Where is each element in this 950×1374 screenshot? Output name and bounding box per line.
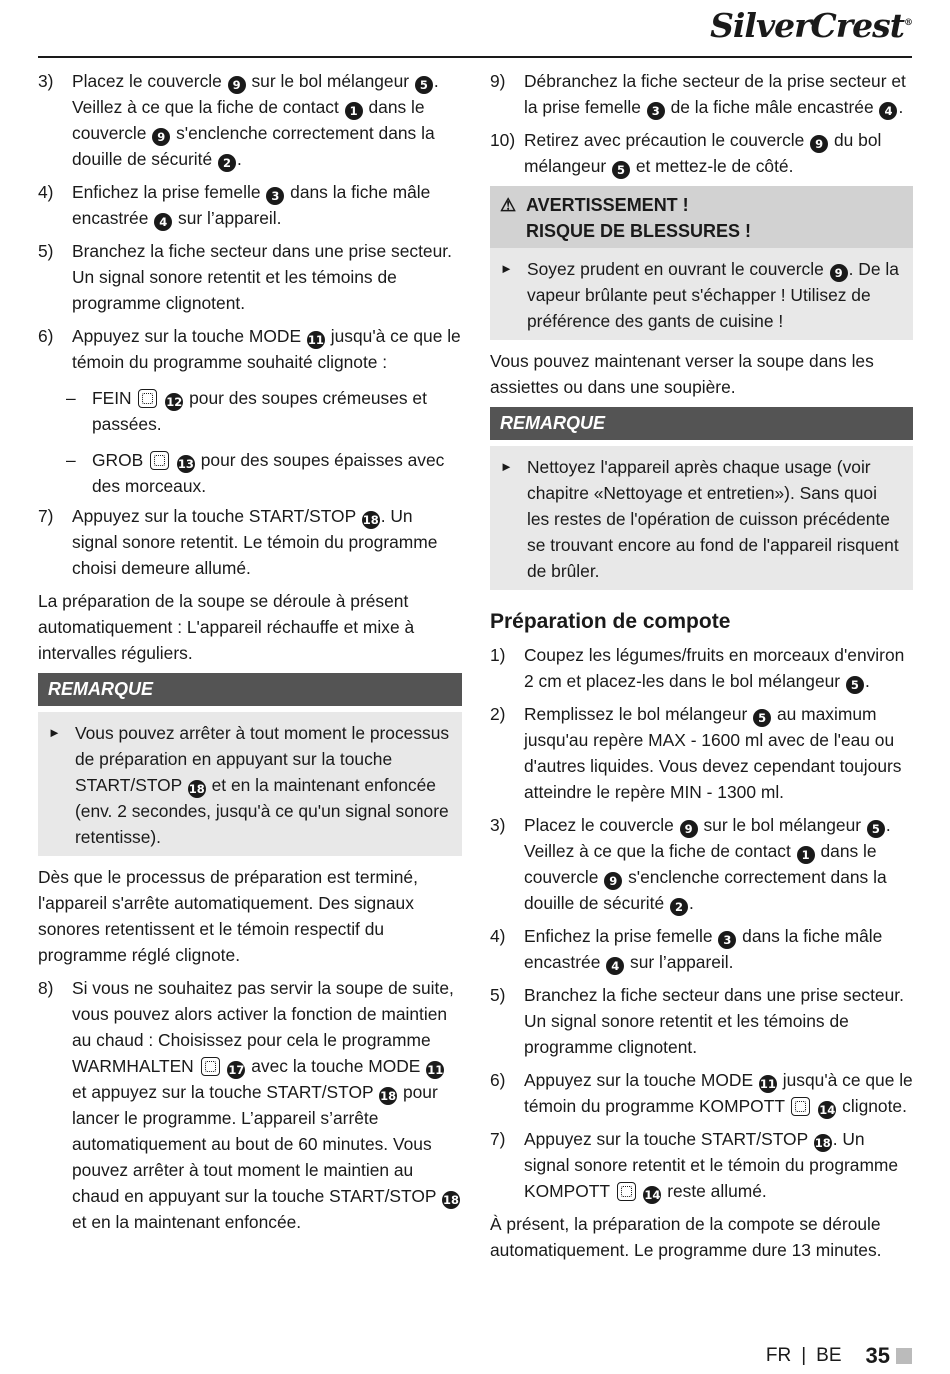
arrow-icon: ► bbox=[500, 459, 513, 474]
part-number-badge: 14 bbox=[819, 1103, 836, 1117]
note-box bbox=[490, 446, 913, 590]
part-number-badge: 5 bbox=[415, 76, 433, 94]
part-number-badge: 11 bbox=[307, 333, 324, 347]
part-number-badge: 1 bbox=[797, 846, 815, 864]
part-number-badge: 17 bbox=[228, 1063, 245, 1077]
part-number-badge: 4 bbox=[154, 213, 172, 231]
steps-list bbox=[490, 68, 913, 179]
part-number-badge: 11 bbox=[427, 1063, 444, 1077]
part-number-badge: 9 bbox=[152, 128, 170, 146]
warning-title: AVERTISSEMENT ! bbox=[526, 195, 689, 215]
country-code: BE bbox=[816, 1345, 842, 1366]
step-item bbox=[490, 701, 913, 805]
step-item bbox=[490, 1067, 913, 1119]
note-header: REMARQUE bbox=[490, 407, 913, 440]
part-number-badge: 18 bbox=[188, 782, 205, 796]
step-number: 10) bbox=[490, 130, 516, 150]
steps-list bbox=[38, 975, 462, 1235]
step-item bbox=[490, 923, 913, 975]
part-number-badge: 12 bbox=[166, 395, 183, 409]
step-text: Remplissez le bol mélangeur 5 au maximum jusqu'au repère MAX - 1600 ml avec de l'eau ou d'autres liquides. Vous devez cependant toujours atteindre le repère MIN - 1300 ml. bbox=[524, 704, 902, 802]
step-number: 3) bbox=[38, 71, 54, 91]
part-number-badge: 4 bbox=[606, 957, 624, 975]
step-number: 5) bbox=[38, 241, 54, 261]
warning-header bbox=[490, 186, 913, 248]
step-number: 4) bbox=[490, 926, 506, 946]
warning-triangle-icon: ⚠ bbox=[500, 195, 517, 215]
note-text: Vous pouvez arrêter à tout moment le processus de préparation en appuyant sur la touche START/STOP 18 et en la maintenant enfoncée (env. 2 secondes, jusqu'à ce qu'un signal sonore retentisse). bbox=[75, 723, 450, 847]
step-item bbox=[38, 503, 462, 581]
warning-text: Soyez prudent en ouvrant le couvercle 9 . De la vapeur brûlante peut s'échapper ! Utilisez de préférence des gants de cuisine ! bbox=[527, 259, 899, 331]
header-rule bbox=[38, 56, 912, 58]
part-number-badge: 18 bbox=[380, 1089, 397, 1103]
step-text: Enfichez la prise femelle 3 dans la fiche mâle encastrée 4 sur l’appareil. bbox=[72, 182, 431, 229]
part-number-badge: 13 bbox=[177, 457, 194, 471]
step-text: Branchez la fiche secteur dans une prise secteur. Un signal sonore retentit et les témoins de programme clignotent. bbox=[524, 985, 904, 1057]
step-text: Appuyez sur la touche MODE 11 jusqu'à ce que le témoin du programme KOMPOTT 14 clignote. bbox=[524, 1070, 913, 1117]
step-number: 3) bbox=[490, 815, 506, 835]
part-number-badge: 9 bbox=[680, 820, 698, 838]
steps-list bbox=[38, 503, 462, 581]
program-icon bbox=[150, 451, 169, 470]
program-icon bbox=[201, 1057, 220, 1076]
part-number-badge: 18 bbox=[814, 1136, 831, 1150]
part-number-badge: 5 bbox=[846, 676, 864, 694]
step-number: 9) bbox=[490, 71, 506, 91]
part-number-badge: 11 bbox=[759, 1077, 776, 1091]
paragraph: Vous pouvez maintenant verser la soupe dans les assiettes ou dans une soupière. bbox=[490, 351, 874, 397]
brand-logo: SilverCrest® bbox=[710, 6, 912, 45]
page-marker bbox=[896, 1348, 912, 1364]
part-number-badge: 3 bbox=[718, 931, 736, 949]
step-text: Débranchez la fiche secteur de la prise secteur et la prise femelle 3 de la fiche mâle encastrée 4 . bbox=[524, 71, 906, 118]
steps-list bbox=[38, 68, 462, 375]
note-text: Nettoyez l'appareil après chaque usage (voir chapitre «Nettoyage et entretien»). Sans quoi les restes de l'opération de cuisson précédente se trouvant encore au fond de l'appareil risquent de brûler. bbox=[527, 457, 899, 581]
part-number-badge: 18 bbox=[362, 513, 379, 527]
part-number-badge: 5 bbox=[612, 161, 630, 179]
part-number-badge: 5 bbox=[753, 709, 771, 727]
separator: | bbox=[801, 1345, 807, 1366]
part-number-badge: 14 bbox=[644, 1188, 661, 1202]
section-heading: Préparation de compote bbox=[490, 610, 731, 633]
step-item bbox=[38, 179, 462, 231]
language-code: FR bbox=[765, 1345, 792, 1366]
part-number-badge: 9 bbox=[604, 872, 622, 890]
step-item bbox=[490, 812, 913, 916]
arrow-icon: ► bbox=[500, 261, 513, 276]
step-text: Placez le couvercle 9 sur le bol mélangeur 5 . Veillez à ce que la fiche de contact 1 dans le couvercle 9 s'enclenche correctement dans la douille de sécurité 2 . bbox=[524, 815, 891, 914]
step-item bbox=[38, 238, 462, 316]
paragraph: La préparation de la soupe se déroule à présent automatiquement : L'appareil réchauffe et mixe à intervalles réguliers. bbox=[38, 591, 415, 663]
step-text: Appuyez sur la touche START/STOP 18 . Un signal sonore retentit. Le témoin du programme choisi demeure allumé. bbox=[72, 506, 438, 578]
part-number-badge: 18 bbox=[442, 1193, 459, 1207]
note-box bbox=[38, 712, 462, 856]
step-text: Branchez la fiche secteur dans une prise secteur. Un signal sonore retentit et les témoins de programme clignotent. bbox=[72, 241, 452, 313]
part-number-badge: 5 bbox=[867, 820, 885, 838]
part-number-badge: 1 bbox=[345, 102, 363, 120]
step-item bbox=[490, 68, 913, 120]
part-number-badge: 4 bbox=[879, 102, 897, 120]
step-text: Coupez les légumes/fruits en morceaux d'environ 2 cm et placez-les dans le bol mélangeur 5 . bbox=[524, 645, 905, 692]
sub-options bbox=[38, 385, 462, 499]
arrow-icon: ► bbox=[48, 725, 61, 740]
left-column bbox=[38, 68, 462, 1242]
program-icon bbox=[138, 389, 157, 408]
steps-list bbox=[490, 642, 913, 1204]
step-number: 4) bbox=[38, 182, 54, 202]
warning-subtitle: RISQUE DE BLESSURES ! bbox=[526, 221, 752, 241]
step-item bbox=[490, 1126, 913, 1204]
step-text: Placez le couvercle 9 sur le bol mélangeur 5 . Veillez à ce que la fiche de contact 1 dans le couvercle 9 s'enclenche correctement dans la douille de sécurité 2 . bbox=[72, 71, 439, 170]
warning-box bbox=[490, 248, 913, 340]
step-item bbox=[38, 975, 462, 1235]
step-number: 5) bbox=[490, 985, 506, 1005]
part-number-badge: 9 bbox=[830, 264, 848, 282]
step-text: Enfichez la prise femelle 3 dans la fiche mâle encastrée 4 sur l’appareil. bbox=[524, 926, 883, 973]
part-number-badge: 2 bbox=[670, 898, 688, 916]
page-number: 35 bbox=[865, 1343, 890, 1368]
paragraph: À présent, la préparation de la compote se déroule automatiquement. Le programme dure 13 minutes. bbox=[490, 1214, 882, 1260]
program-icon bbox=[617, 1182, 636, 1201]
step-number: 7) bbox=[490, 1129, 506, 1149]
part-number-badge: 3 bbox=[647, 102, 665, 120]
step-number: 1) bbox=[490, 645, 506, 665]
step-item bbox=[490, 642, 913, 694]
step-text: Retirez avec précaution le couvercle 9 du bol mélangeur 5 et mettez-le de côté. bbox=[524, 130, 882, 177]
program-icon bbox=[791, 1097, 810, 1116]
step-item bbox=[490, 127, 913, 179]
step-number: 6) bbox=[38, 326, 54, 346]
step-item bbox=[38, 323, 462, 375]
part-number-badge: 3 bbox=[266, 187, 284, 205]
step-item bbox=[38, 68, 462, 172]
step-number: 2) bbox=[490, 704, 506, 724]
step-text: Appuyez sur la touche MODE 11 jusqu'à ce que le témoin du programme souhaité clignote : bbox=[72, 326, 461, 372]
part-number-badge: 9 bbox=[810, 135, 828, 153]
step-number: 8) bbox=[38, 978, 54, 998]
step-text: Si vous ne souhaitez pas servir la soupe de suite, vous pouvez alors activer la fonction de maintien au chaud : Choisissez pour cela le programme WARMHALTEN 17 avec la touche MODE 11 et appuyez sur la touche START/STOP 18 pour lancer le programme. L’appareil s’arrête automatiquement au bout de 60 minutes. Vous pouvez arrêter à tout moment le maintien au chaud en appuyant sur la touche START/STOP 18 et en la maintenant enfoncée. bbox=[72, 978, 459, 1232]
sub-option-item: – FEIN 12 pour des soupes crémeuses et passées. bbox=[66, 388, 427, 434]
sub-option-item: – GROB 13 pour des soupes épaisses avec des morceaux. bbox=[66, 450, 445, 496]
part-number-badge: 9 bbox=[228, 76, 246, 94]
step-text: Appuyez sur la touche START/STOP 18 . Un signal sonore retentit et le témoin du programme KOMPOTT 14 reste allumé. bbox=[524, 1129, 899, 1202]
right-column bbox=[490, 68, 913, 1270]
step-number: 6) bbox=[490, 1070, 506, 1090]
note-header: REMARQUE bbox=[38, 673, 462, 706]
page-footer bbox=[766, 1343, 912, 1369]
step-item bbox=[490, 982, 913, 1060]
step-number: 7) bbox=[38, 506, 54, 526]
part-number-badge: 2 bbox=[218, 154, 236, 172]
paragraph: Dès que le processus de préparation est terminé, l'appareil s'arrête automatiquement. Des signaux sonores retentissent et le témoin respectif du programme réglé clignote. bbox=[38, 867, 418, 965]
